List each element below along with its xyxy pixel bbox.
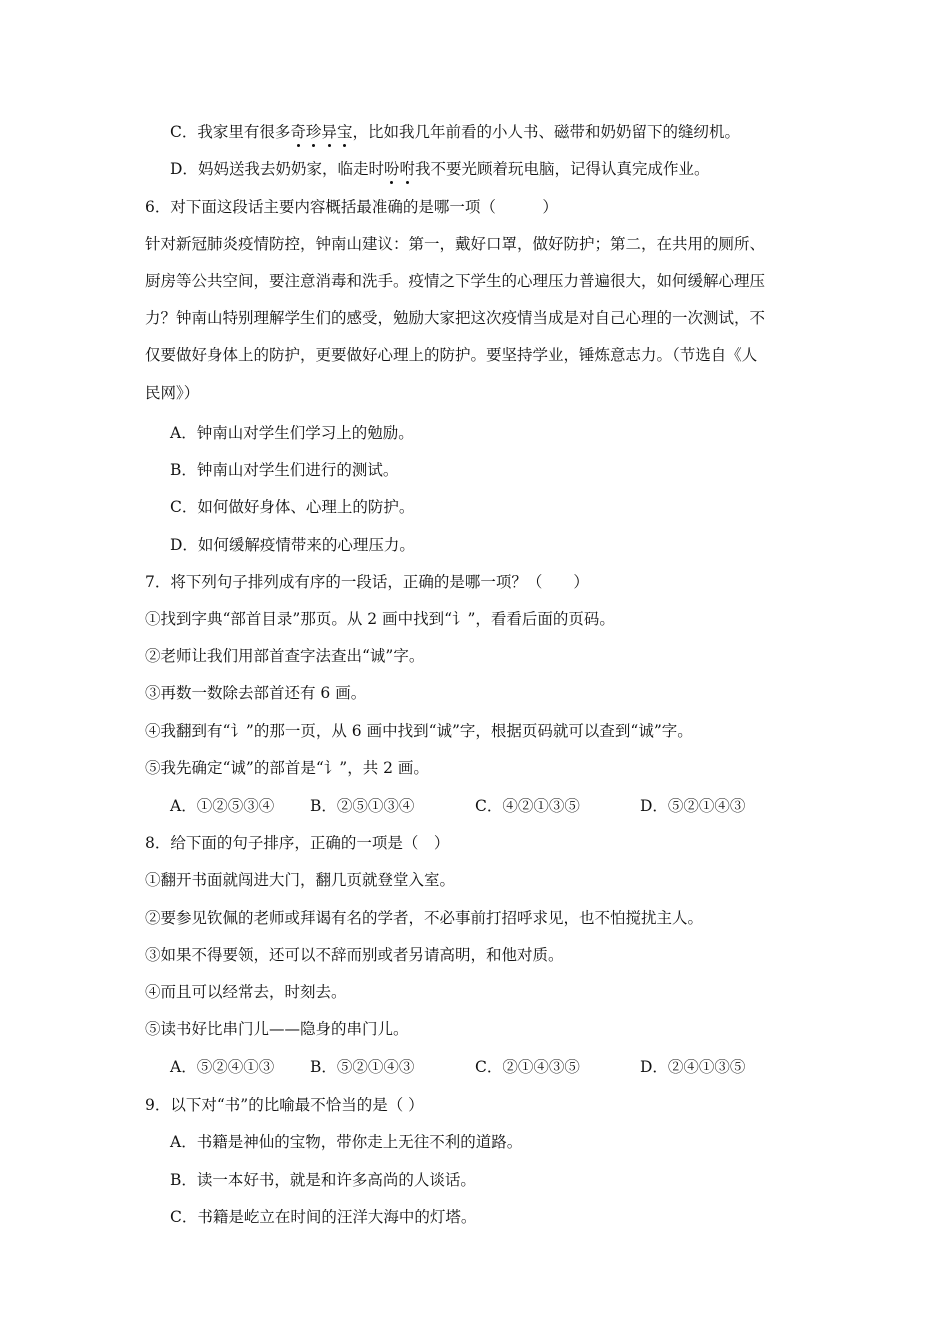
emphasis-char: 珍 — [305, 123, 322, 141]
q5-option-d[interactable] — [170, 159, 710, 179]
q6-passage-line: 民网》） — [145, 384, 200, 402]
q6-stem: 6．对下面这段话主要内容概括最准确的是哪一项（ ） — [145, 198, 558, 216]
q9-stem: 9．以下对“书”的比喻最不恰当的是（ ） — [145, 1096, 424, 1114]
emphasis-char: 宝 — [336, 123, 353, 141]
q6-option-c[interactable]: C．如何做好身体、心理上的防护。 — [170, 498, 415, 516]
q7-item: ③再数一数除去部首还有 6 画。 — [145, 684, 367, 702]
q6-passage-line: 针对新冠肺炎疫情防控，钟南山建议：第一，戴好口罩，做好防护；第二，在共用的厕所、 — [145, 235, 766, 253]
q7-stem: 7．将下列句子排列成有序的一段话，正确的是哪一项？（ ） — [145, 573, 589, 591]
q6-option-a[interactable]: A．钟南山对学生们学习上的勉励。 — [170, 424, 414, 442]
option-letter: C． — [170, 123, 198, 141]
q8-item: ④而且可以经常去，时刻去。 — [145, 983, 347, 1001]
q9-option-a[interactable]: A．书籍是神仙的宝物，带你走上无往不利的道路。 — [170, 1133, 523, 1151]
option-text: 妈妈送我去奶奶家，临走时 — [197, 160, 384, 178]
q8-item: ⑤读书好比串门儿——隐身的串门儿。 — [145, 1020, 409, 1038]
q7-item: ④我翻到有“讠”的那一页，从 6 画中找到“诚”字，根据页码就可以查到“诚”字。 — [145, 722, 693, 740]
q6-passage-line: 厨房等公共空间，要注意消毒和洗手。疫情之下学生的心理压力普遍很大，如何缓解心理压 — [145, 272, 766, 290]
q5-option-c[interactable] — [170, 122, 740, 142]
q9-option-b[interactable]: B．读一本好书，就是和许多高尚的人谈话。 — [170, 1171, 476, 1189]
q8-option-b[interactable]: B．⑤②①④③ — [310, 1058, 415, 1076]
q8-item: ②要参见钦佩的老师或拜谒有名的学者，不必事前打招呼求见，也不怕搅扰主人。 — [145, 909, 704, 927]
q8-option-d[interactable]: D．②④①③⑤ — [640, 1058, 746, 1076]
emphasis-char: 异 — [321, 123, 337, 141]
q6-option-b[interactable]: B．钟南山对学生们进行的测试。 — [170, 461, 399, 479]
q7-item: ⑤我先确定“诚”的部首是“讠”，共 2 画。 — [145, 759, 429, 777]
q6-passage-line: 仅要做好身体上的防护，更要做好心理上的防护。要坚持学业，锤炼意志力。（节选自《人 — [145, 346, 758, 364]
q9-option-c[interactable]: C．书籍是屹立在时间的汪洋大海中的灯塔。 — [170, 1208, 477, 1226]
q7-option-c[interactable]: C．④②①③⑤ — [475, 797, 580, 815]
emphasis-char: 奇 — [290, 123, 306, 141]
option-letter: D． — [170, 160, 198, 178]
q6-option-d[interactable]: D．如何缓解疫情带来的心理压力。 — [170, 536, 415, 554]
q8-option-c[interactable]: C．②①④③⑤ — [475, 1058, 580, 1076]
emphasis-char: 咐 — [399, 160, 415, 178]
q7-item: ②老师让我们用部首查字法查出“诚”字。 — [145, 647, 425, 665]
option-text: 我家里有很多 — [197, 123, 291, 141]
q8-item: ①翻开书面就闯进大门，翻几页就登堂入室。 — [145, 871, 456, 889]
emphasis-char: 吩 — [383, 160, 400, 178]
q8-item: ③如果不得要领，还可以不辞而别或者另请高明，和他对质。 — [145, 946, 564, 964]
q8-stem: 8．给下面的句子排序，正确的一项是（ ） — [145, 834, 450, 852]
q8-option-a[interactable]: A．⑤②④①③ — [170, 1058, 275, 1076]
q7-option-d[interactable]: D．⑤②①④③ — [640, 797, 746, 815]
q7-item: ①找到字典“部首目录”那页。从 2 画中找到“讠”，看看后面的页码。 — [145, 610, 615, 628]
q6-passage-line: 力？钟南山特别理解学生们的感受，勉励大家把这次疫情当成是对自己心理的一次测试，不 — [145, 309, 766, 327]
q7-option-b[interactable]: B．②⑤①③④ — [310, 797, 415, 815]
option-text: 我不要光顾着玩电脑，记得认真完成作业。 — [414, 160, 710, 178]
option-text: ，比如我几年前看的小人书、磁带和奶奶留下的缝纫机。 — [352, 123, 740, 141]
q7-option-a[interactable]: A．①②⑤③④ — [170, 797, 275, 815]
